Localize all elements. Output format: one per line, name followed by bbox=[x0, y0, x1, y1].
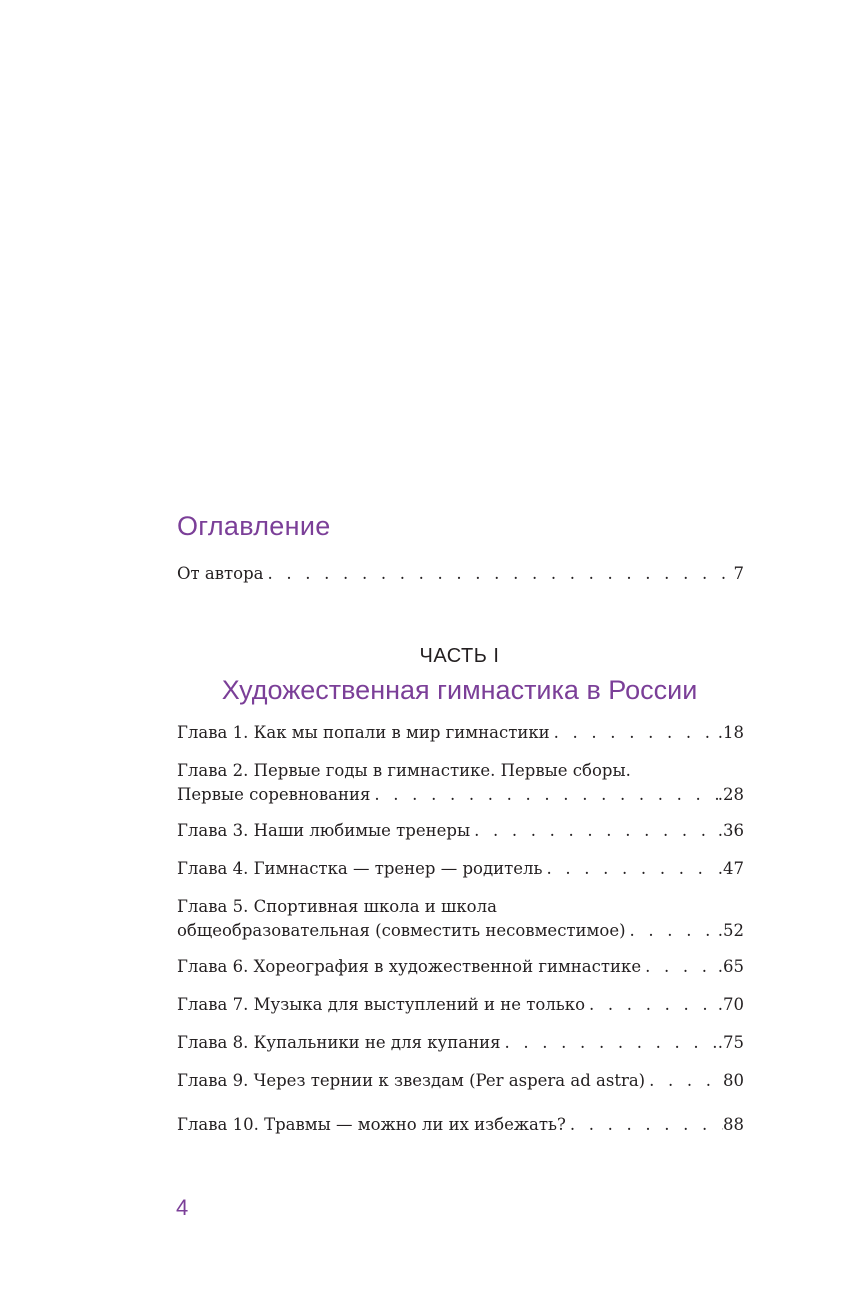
dot-leader bbox=[645, 1069, 723, 1093]
toc-entry-chapter-3[interactable] bbox=[177, 819, 744, 843]
toc-entry-page: .52 bbox=[717, 921, 744, 940]
dot-leader bbox=[626, 919, 718, 943]
dot-leader bbox=[264, 562, 734, 586]
toc-entry-page: .65 bbox=[717, 957, 744, 976]
toc-entry-chapter-8[interactable] bbox=[177, 1031, 744, 1055]
dot-leader bbox=[566, 1113, 723, 1137]
toc-entry-label: Глава 5. Спортивная школа и школа bbox=[177, 897, 497, 916]
dot-leader bbox=[585, 993, 718, 1017]
page-number: 4 bbox=[176, 1195, 189, 1220]
toc-entry-chapter-4[interactable] bbox=[177, 857, 744, 881]
toc-entry-label: Глава 7. Музыка для выступлений и не только bbox=[177, 995, 586, 1014]
toc-entry-chapter-5[interactable] bbox=[177, 895, 744, 943]
toc-entry-page: .36 bbox=[717, 821, 744, 840]
toc-entry-page: 80 bbox=[723, 1071, 744, 1090]
toc-title: Оглавление bbox=[177, 511, 331, 541]
toc-entry-chapter-10[interactable] bbox=[177, 1113, 744, 1137]
toc-entry-chapter-1[interactable] bbox=[177, 721, 744, 745]
toc-entry-label: Глава 10. Травмы — можно ли их избежать? bbox=[177, 1115, 566, 1134]
toc-entry-label: Глава 6. Хореография в художественной гимнастике bbox=[177, 957, 642, 976]
toc-entry-page: .75 bbox=[717, 1033, 744, 1052]
toc-entry-chapter-6[interactable] bbox=[177, 955, 744, 979]
toc-entry-label-continued: общеобразовательная (совместить несовместимое) bbox=[177, 921, 626, 940]
part-title: Художественная гимнастика в России bbox=[221, 675, 698, 705]
dot-leader bbox=[470, 819, 718, 843]
toc-entry-page: .28 bbox=[717, 785, 744, 804]
toc-entry-page: .47 bbox=[717, 859, 744, 878]
dot-leader bbox=[501, 1031, 718, 1055]
toc-entry-page: .70 bbox=[717, 995, 744, 1014]
toc-entry-label: Глава 2. Первые годы в гимнастике. Первые сборы. bbox=[177, 761, 631, 780]
toc-entry-label: Глава 1. Как мы попали в мир гимнастики bbox=[177, 723, 550, 742]
toc-entry-label: Глава 8. Купальники не для купания bbox=[177, 1033, 501, 1052]
toc-entry-page: 88 bbox=[723, 1115, 744, 1134]
dot-leader bbox=[370, 783, 717, 807]
toc-entry-chapter-9[interactable] bbox=[177, 1069, 744, 1093]
toc-entry-label: От автора bbox=[177, 564, 264, 583]
toc-entry-intro[interactable] bbox=[177, 562, 744, 586]
toc-entry-page: 7 bbox=[733, 564, 744, 583]
toc-entry-chapter-7[interactable] bbox=[177, 993, 744, 1017]
dot-leader bbox=[542, 857, 717, 881]
dot-leader bbox=[641, 955, 718, 979]
toc-entry-chapter-2[interactable] bbox=[177, 759, 744, 807]
toc-entry-label: Глава 9. Через тернии к звездам (Per aspera ad astra) bbox=[177, 1071, 646, 1090]
dot-leader bbox=[550, 721, 718, 745]
part-label: ЧАСТЬ I bbox=[419, 645, 500, 667]
toc-entry-label: Глава 3. Наши любимые тренеры bbox=[177, 821, 471, 840]
toc-entry-label: Глава 4. Гимнастка — тренер — родитель bbox=[177, 859, 543, 878]
toc-entry-page: .18 bbox=[717, 723, 744, 742]
toc-entry-label-continued: Первые соревнования bbox=[177, 785, 371, 804]
